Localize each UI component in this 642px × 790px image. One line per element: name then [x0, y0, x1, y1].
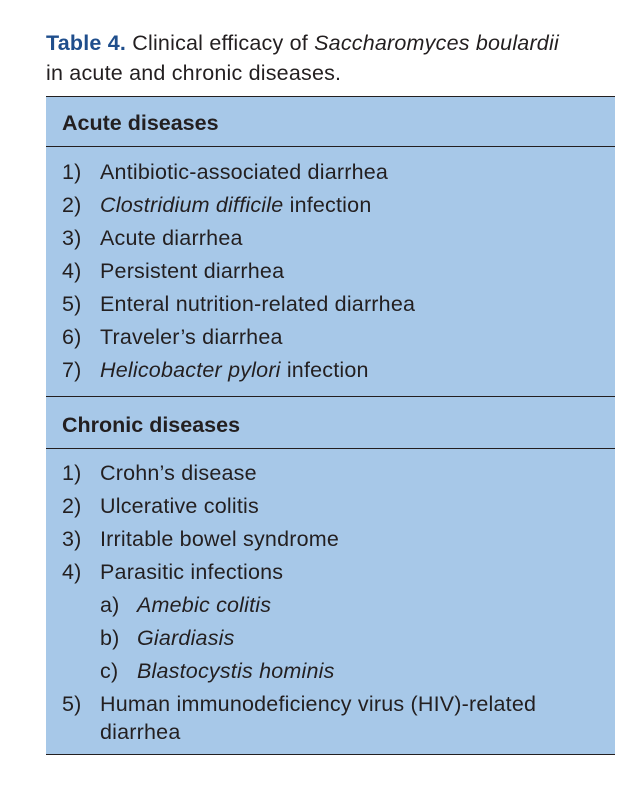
acute-item: [62, 356, 602, 384]
chronic-heading: Chronic diseases: [62, 413, 241, 437]
item-suffix: infection: [283, 193, 372, 217]
caption-organism: Saccharomyces boulardii: [314, 31, 559, 55]
caption-text-1: Clinical efficacy of: [132, 31, 308, 55]
chronic-item: [62, 525, 602, 553]
chronic-subitem: [100, 591, 640, 619]
organism-name: Clostridium difficile: [100, 193, 284, 217]
item-number: 4): [62, 560, 82, 584]
chronic-item: [62, 492, 602, 520]
item-number: c): [100, 659, 119, 683]
item-number: 5): [62, 692, 82, 716]
acute-item: [62, 290, 602, 318]
item-text: Parasitic infections: [100, 560, 284, 584]
disease-table: [46, 96, 615, 755]
acute-item: [62, 257, 602, 285]
item-text: Acute diarrhea: [100, 226, 243, 250]
acute-item: [62, 158, 602, 186]
organism-name: Blastocystis hominis: [137, 659, 335, 683]
table-label: Table 4.: [46, 31, 127, 55]
item-suffix: infection: [280, 358, 369, 382]
item-number: 3): [62, 226, 82, 250]
chronic-subitem: [100, 624, 640, 652]
divider: [46, 448, 615, 449]
caption-text-2: in acute and chronic diseases.: [46, 61, 342, 85]
item-number: 6): [62, 325, 82, 349]
item-number: 7): [62, 358, 82, 382]
item-number: 2): [62, 193, 82, 217]
item-text: Antibiotic-associated diarrhea: [100, 160, 389, 184]
acute-item: [62, 191, 602, 219]
item-text: Irritable bowel syndrome: [100, 527, 340, 551]
item-text: Traveler’s diarrhea: [100, 325, 283, 349]
item-text: Crohn’s disease: [100, 461, 257, 485]
table-caption: [46, 28, 626, 88]
item-number: 1): [62, 160, 82, 184]
item-number: b): [100, 626, 120, 650]
item-number: 3): [62, 527, 82, 551]
item-text: Human immunodeficiency virus (HIV)-related diarrhea: [100, 692, 537, 744]
item-number: a): [100, 593, 120, 617]
acute-item: [62, 224, 602, 252]
item-text: [100, 356, 590, 384]
chronic-item: [62, 459, 602, 487]
item-number: 5): [62, 292, 82, 316]
item-text: Enteral nutrition-related diarrhea: [100, 292, 416, 316]
organism-name: Helicobacter pylori: [100, 358, 281, 382]
item-number: 1): [62, 461, 82, 485]
item-number: 4): [62, 259, 82, 283]
organism-name: Amebic colitis: [137, 593, 272, 617]
item-text: Ulcerative colitis: [100, 494, 259, 518]
item-text: [100, 191, 590, 219]
acute-heading: Acute diseases: [62, 111, 219, 135]
item-text: Persistent diarrhea: [100, 259, 285, 283]
chronic-item: [62, 558, 602, 586]
divider: [46, 396, 615, 397]
organism-name: Giardiasis: [137, 626, 235, 650]
chronic-subitem: [100, 657, 640, 685]
acute-item: [62, 323, 602, 351]
divider: [46, 146, 615, 147]
item-number: 2): [62, 494, 82, 518]
chronic-item: [62, 690, 602, 746]
